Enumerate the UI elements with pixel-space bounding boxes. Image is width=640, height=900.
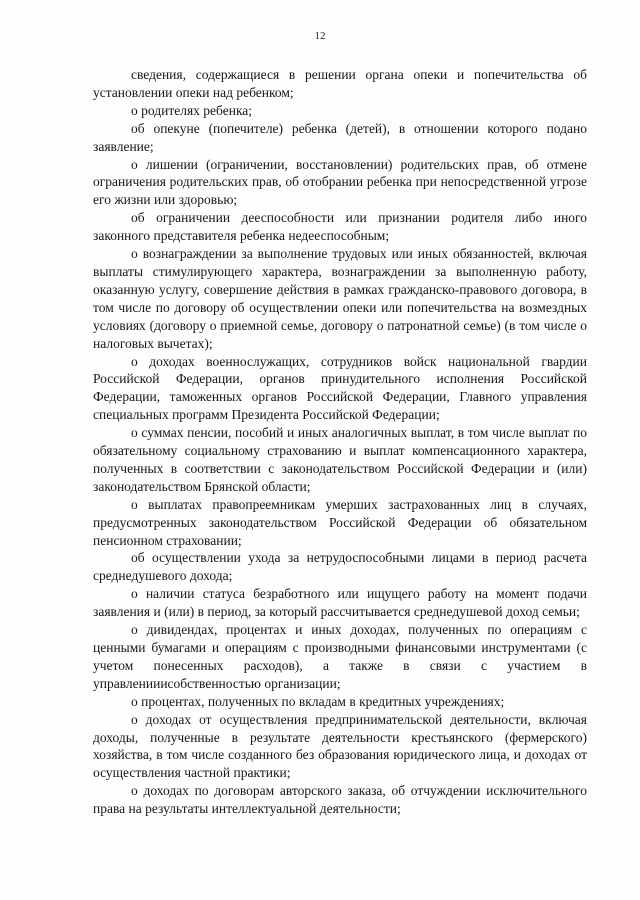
- paragraph: о лишении (ограничении, восстановлении) родительских прав, об отмене ограничения родительских прав, об отобрании ребенка при непосредственной угрозе его жизни или здоровью;: [93, 156, 587, 208]
- paragraph: о дивидендах, процентах и иных доходах, полученных по операциям с ценными бумагами и операциям с производными финансовыми инструментами (с учетом понесенных расходов), а также в связи с участием в управленииисобственностью организации;: [93, 622, 587, 691]
- paragraph: о родителях ребенка;: [131, 102, 253, 118]
- paragraph: сведения, содержащиеся в решении органа опеки и попечительства об установлении опеки над ребенком;: [93, 67, 587, 100]
- paragraph: о доходах от осуществления предпринимательской деятельности, включая доходы, полученные в результате деятельности крестьянского (фермерского) хозяйства, в том числе созданного без образования юридического лица, и доходах от осуществления частной практики;: [93, 711, 587, 781]
- paragraph: о вознаграждении за выполнение трудовых или иных обязанностей, включая выплаты стимулирующего характера, вознаграждении за выполненную работу, оказанную услугу, совершение действия в рамках гражданско-правового договора, в том числе по договору об осуществлении опеки или попечительства на возмездных условиях (договору о приемной семье, договору о патронатной семье) (в том числе о налоговых вычетах);: [93, 246, 587, 351]
- paragraph: о наличии статуса безработного или ищущего работу на момент подачи заявления и (или) в период, за который рассчитывается среднедушевой доход семьи;: [93, 586, 587, 620]
- paragraph: об осуществлении ухода за нетрудоспособными лицами в период расчета среднедушевого дохода;: [93, 550, 587, 584]
- paragraph: о выплатах правопреемникам умерших застрахованных лиц в случаях, предусмотренных законодательством Российской Федерации об обязательном пенсионном страховании;: [93, 496, 587, 548]
- paragraph: о доходах военнослужащих, сотрудников войск национальной гвардии Российской Федерации, органов принудительного исполнения Российской Федерации, таможенных органов Российской Федерации, Главного управления специальных программ Президента Российской Федерации;: [93, 353, 587, 423]
- document-body: [93, 66, 587, 818]
- paragraph: об ограничении дееспособности или признании родителя либо иного законного представителя ребенка недееспособным;: [93, 210, 587, 244]
- paragraph: о суммах пенсии, пособий и иных аналогичных выплат, в том числе выплат по обязательному социальному страхованию и выплат компенсационного характера, полученных в соответствии с законодательством Российской Федерации и (или) законодательством Брянской области;: [93, 425, 587, 494]
- paragraph: о процентах, полученных по вкладам в кредитных учреждениях;: [131, 693, 505, 709]
- paragraph: об опекуне (попечителе) ребенка (детей), в отношении которого подано заявление;: [93, 120, 587, 154]
- page-number: 12: [314, 30, 326, 42]
- paragraph: о доходах по договорам авторского заказа, об отчуждении исключительного права на результаты интеллектуальной деятельности;: [93, 783, 587, 817]
